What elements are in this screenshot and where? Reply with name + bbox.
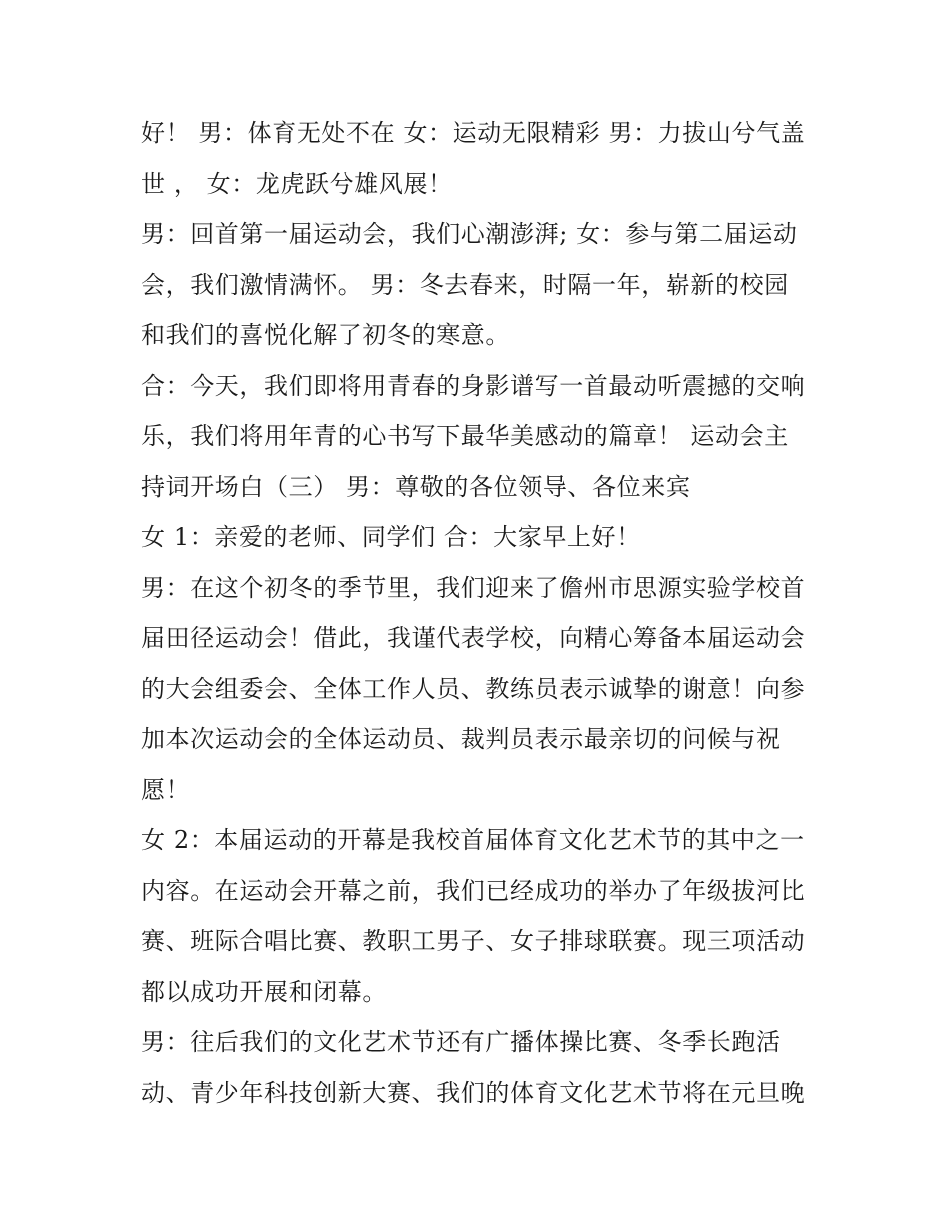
paragraph-together xyxy=(141,361,821,513)
text-line: 愿！ xyxy=(141,775,191,804)
text-line: 男：往后我们的文化艺术节还有广播体操比赛、冬季长跑活 xyxy=(141,1028,781,1056)
text-line: 赛、班际合唱比赛、教职工男子、女子排球联赛。现三项活动 xyxy=(141,927,806,955)
text-line: 世 ， 女：龙虎跃兮雄风展！ xyxy=(141,169,453,198)
text-line: 的大会组委会、全体工作人员、教练员表示诚挚的谢意！向参 xyxy=(141,674,806,703)
text-line: 男：在这个初冬的季节里，我们迎来了儋州市思源实验学校首 xyxy=(141,573,806,602)
text-line: 届田径运动会！借此，我谨代表学校，向精心筹备本届运动会 xyxy=(141,624,806,652)
text-line: 好！ 男：体育无处不在 女：运动无限精彩 男：力拔山兮气盖 xyxy=(141,119,806,147)
text-line: 会，我们激情满怀。 男：冬去春来，时隔一年，崭新的校园 xyxy=(141,270,789,299)
text-line: 女 1：亲爱的老师、同学们 合：大家早上好！ xyxy=(141,523,641,551)
text-line: 女 2：本届运动的开幕是我校首届体育文化艺术节的其中之一 xyxy=(141,826,805,854)
text-line: 和我们的喜悦化解了初冬的寒意。 xyxy=(141,321,510,349)
text-line: 加本次运动会的全体运动员、裁判员表示最亲切的问候与祝 xyxy=(141,725,781,753)
text-line: 男：回首第一届运动会，我们心潮澎湃; 女：参与第二届运动 xyxy=(141,220,798,248)
text-line: 都以成功开展和闭幕。 xyxy=(141,977,387,1006)
text-line: 乐，我们将用年青的心书写下最华美感动的篇章！ 运动会主 xyxy=(141,422,789,450)
paragraph-upcoming xyxy=(141,1017,821,1118)
paragraph-opening-slogans xyxy=(141,108,821,209)
text-line: 动、青少年科技创新大赛、我们的体育文化艺术节将在元旦晚 xyxy=(141,1078,806,1107)
text-line: 内容。在运动会开幕之前，我们已经成功的举办了年级拔河比 xyxy=(141,876,806,905)
paragraph-welcome xyxy=(141,563,821,816)
text-line: 合：今天，我们即将用青春的身影谱写一首最动听震撼的交响 xyxy=(141,371,806,400)
document-body xyxy=(141,108,821,1118)
text-line: 持词开场白（三） 男：尊敬的各位领导、各位来宾 xyxy=(141,472,691,501)
paragraph-greeting xyxy=(141,512,821,563)
paragraph-recall xyxy=(141,209,821,361)
paragraph-festival xyxy=(141,815,821,1017)
